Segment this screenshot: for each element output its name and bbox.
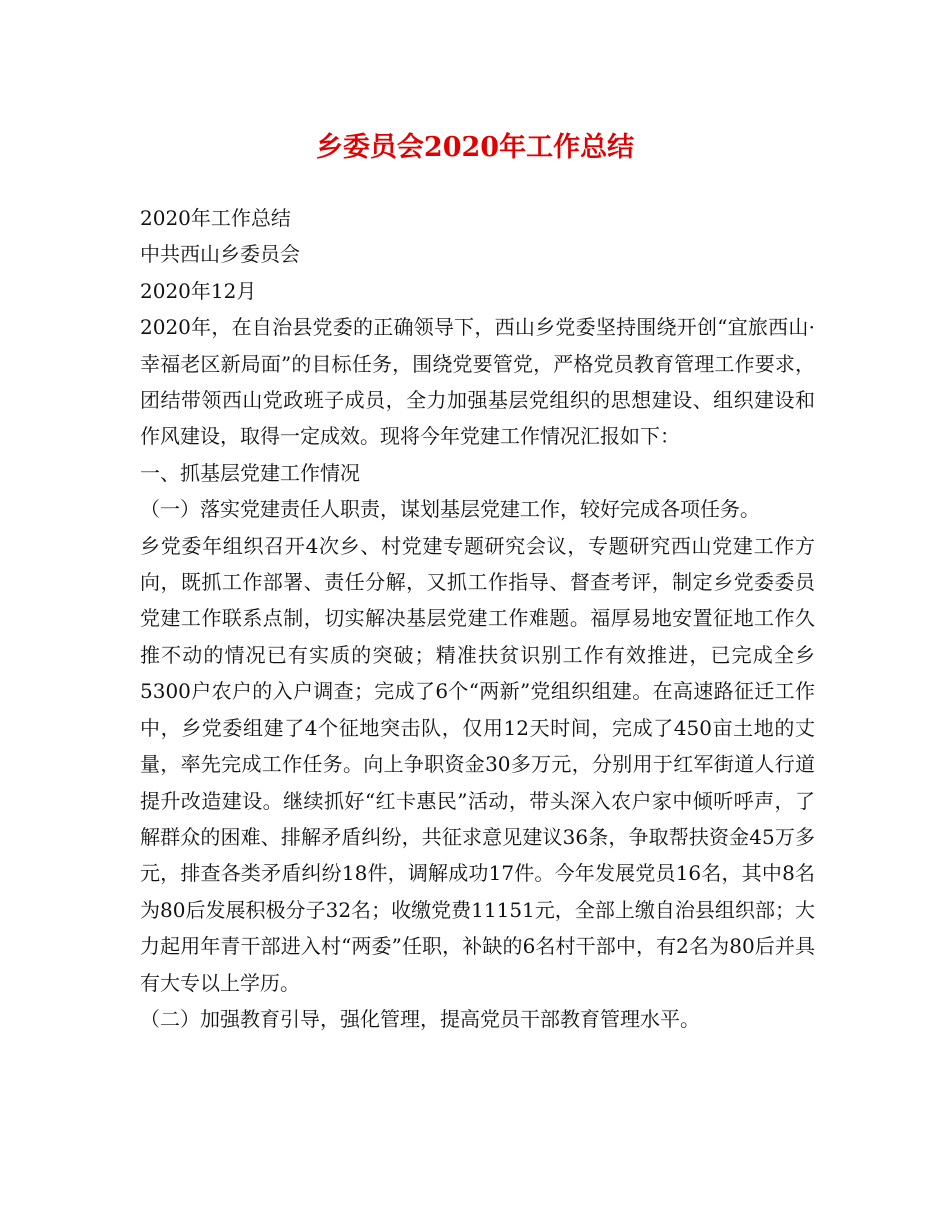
header-line-organization: 中共西山乡委员会 (140, 242, 300, 267)
header-line-summary: 2020年工作总结 (140, 206, 291, 230)
subsection-1-paragraph: 乡党委年组织召开4次乡、村党建专题研究会议，专题研究西山党建工作方向，既抓工作部署、责任分解，又抓工作指导、督查考评，制定乡党委委员党建工作联系点制，切实解决基层党建工作难题。福厚易地安置征地工作久推不动的情况已有实质的突破；精准扶贫识别工作有效推进，已完成全乡5300户农户的入户调查；完成了6个“两新”党组织组建。在高速路征迁工作中，乡党委组建了4个征地突击队，仅用12天时间，完成了450亩土地的丈量，率先完成工作任务。向上争职资金30多万元，分别用于红军街道人行道提升改造建设。继续抓好“红卡惠民”活动，带头深入农户家中倾听呼声，了解群众的困难、排解矛盾纠纷，共征求意见建议36条，争取帮扶资金45万多元，排查各类矛盾纠纷18件，调解成功17件。今年发展党员16名，其中8名为80后发展积极分子32名；收缴党费11151元，全部上缴自治县组织部；大力起用年青干部进入村“两委”任职，补缺的6名村干部中，有2名为80后并具有大专以上学历。 (140, 533, 815, 995)
section-heading-1: 一、抓基层党建工作情况 (140, 460, 360, 485)
subsection-heading-1: （一）落实党建责任人职责，谋划基层党建工作，较好完成各项任务。 (140, 497, 760, 522)
document-body (140, 200, 815, 1037)
intro-paragraph: 2020年，在自治县党委的正确领导下，西山乡党委坚持围绕开创“宜旅西山·幸福老区新局面”的目标任务，围绕党要管党，严格党员教育管理工作要求，团结带领西山党政班子成员，全力加强基层党组织的思想建设、组织建设和作风建设，取得一定成效。现将今年党建工作情况汇报如下： (140, 315, 815, 449)
header-line-date: 2020年12月 (140, 278, 257, 303)
subsection-heading-2: （二）加强教育引导，强化管理，提高党员干部教育管理水平。 (140, 1006, 700, 1031)
document-title: 乡委员会2020年工作总结 (315, 132, 635, 163)
